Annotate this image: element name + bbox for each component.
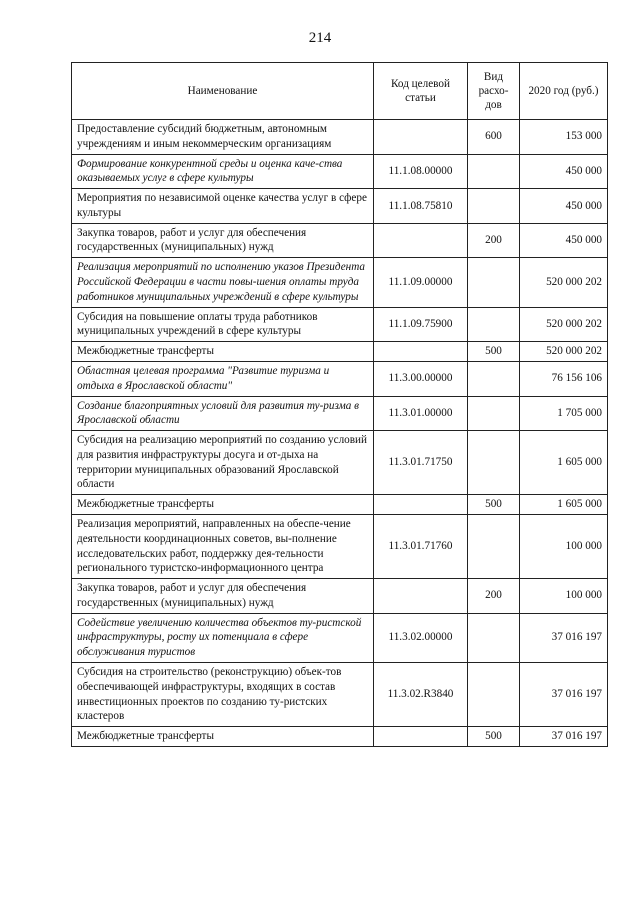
row-type-cell (468, 361, 520, 396)
header-type: Вид расхо-дов (468, 63, 520, 120)
row-code-cell: 11.3.02.R3840 (374, 663, 468, 727)
table-row (72, 613, 608, 662)
table-row (72, 579, 608, 614)
row-amount-cell: 450 000 (520, 154, 608, 189)
row-code-cell (374, 223, 468, 258)
row-type-cell: 500 (468, 495, 520, 515)
row-name-cell: Формирование конкурентной среды и оценка каче-ства оказываемых услуг в сфере культуры (72, 154, 374, 189)
row-type-cell (468, 663, 520, 727)
row-type-cell (468, 396, 520, 431)
table-body (72, 120, 608, 747)
row-type-cell (468, 189, 520, 224)
row-name-cell: Предоставление субсидий бюджетным, автономным учреждениям и иным некоммерческим организациям (72, 120, 374, 155)
row-type-cell (468, 514, 520, 578)
row-name-cell: Межбюджетные трансферты (72, 495, 374, 515)
row-amount-cell: 76 156 106 (520, 361, 608, 396)
row-name-cell: Субсидия на реализацию мероприятий по созданию условий для развития инфраструктуры досуга и от-дыха на территории муниципальных образований Ярославской области (72, 431, 374, 495)
row-type-cell (468, 431, 520, 495)
table-row (72, 307, 608, 342)
table-header-row (72, 63, 608, 120)
row-amount-cell: 520 000 202 (520, 342, 608, 362)
row-type-cell: 200 (468, 223, 520, 258)
page-number: 214 (308, 30, 332, 46)
row-code-cell (374, 727, 468, 747)
row-code-cell: 11.3.02.00000 (374, 613, 468, 662)
row-type-cell: 500 (468, 727, 520, 747)
table-row (72, 189, 608, 224)
table-row (72, 396, 608, 431)
row-name-cell: Областная целевая программа "Развитие туризма и отдыха в Ярославской области" (72, 361, 374, 396)
row-name-cell: Создание благоприятных условий для развития ту-ризма в Ярославской области (72, 396, 374, 431)
row-amount-cell: 450 000 (520, 189, 608, 224)
row-amount-cell: 100 000 (520, 579, 608, 614)
row-type-cell: 500 (468, 342, 520, 362)
table-row (72, 514, 608, 578)
row-code-cell (374, 342, 468, 362)
row-code-cell: 11.1.09.00000 (374, 258, 468, 307)
row-name-cell: Реализация мероприятий, направленных на обеспе-чение деятельности координационных советов, вы-полнение исследовательских работ, поддержку дея-тельности регионального туристско-информационного центра (72, 514, 374, 578)
row-amount-cell: 520 000 202 (520, 307, 608, 342)
header-code: Код целевой статьи (374, 63, 468, 120)
table-row (72, 154, 608, 189)
budget-table (71, 62, 608, 747)
row-amount-cell: 100 000 (520, 514, 608, 578)
row-type-cell (468, 613, 520, 662)
row-code-cell: 11.3.01.71750 (374, 431, 468, 495)
row-code-cell: 11.1.08.75810 (374, 189, 468, 224)
row-name-cell: Реализация мероприятий по исполнению указов Президента Российской Федерации в части повы-шения оплаты труда работников муниципальных учреждений в сфере культуры (72, 258, 374, 307)
row-name-cell: Мероприятия по независимой оценке качества услуг в сфере культуры (72, 189, 374, 224)
row-amount-cell: 450 000 (520, 223, 608, 258)
row-amount-cell: 37 016 197 (520, 613, 608, 662)
row-name-cell: Содействие увеличению количества объектов ту-ристской инфраструктуры, росту их потенциала в сфере обслуживания туристов (72, 613, 374, 662)
table-row (72, 663, 608, 727)
row-name-cell: Закупка товаров, работ и услуг для обеспечения государственных (муниципальных) нужд (72, 223, 374, 258)
row-type-cell (468, 154, 520, 189)
row-amount-cell: 1 605 000 (520, 431, 608, 495)
row-amount-cell: 520 000 202 (520, 258, 608, 307)
row-amount-cell: 153 000 (520, 120, 608, 155)
table-row (72, 120, 608, 155)
header-name: Наименование (72, 63, 374, 120)
row-type-cell (468, 307, 520, 342)
table-row (72, 223, 608, 258)
table-row (72, 431, 608, 495)
row-amount-cell: 37 016 197 (520, 727, 608, 747)
row-code-cell: 11.1.08.00000 (374, 154, 468, 189)
row-name-cell: Межбюджетные трансферты (72, 342, 374, 362)
table-row (72, 495, 608, 515)
row-amount-cell: 37 016 197 (520, 663, 608, 727)
row-code-cell (374, 579, 468, 614)
row-name-cell: Субсидия на строительство (реконструкцию) объек-тов обеспечивающей инфраструктуры, входящих в состав инвестиционных проектов по созданию ту-ристских кластеров (72, 663, 374, 727)
row-code-cell: 11.3.01.00000 (374, 396, 468, 431)
row-code-cell (374, 120, 468, 155)
row-name-cell: Субсидия на повышение оплаты труда работников муниципальных учреждений в сфере культуры (72, 307, 374, 342)
row-type-cell (468, 258, 520, 307)
row-name-cell: Закупка товаров, работ и услуг для обеспечения государственных (муниципальных) нужд (72, 579, 374, 614)
row-amount-cell: 1 705 000 (520, 396, 608, 431)
row-code-cell: 11.3.00.00000 (374, 361, 468, 396)
row-code-cell: 11.1.09.75900 (374, 307, 468, 342)
header-amount: 2020 год (руб.) (520, 63, 608, 120)
table-row (72, 727, 608, 747)
row-type-cell: 600 (468, 120, 520, 155)
table-row (72, 361, 608, 396)
row-code-cell (374, 495, 468, 515)
row-name-cell: Межбюджетные трансферты (72, 727, 374, 747)
row-type-cell: 200 (468, 579, 520, 614)
table-row (72, 342, 608, 362)
row-code-cell: 11.3.01.71760 (374, 514, 468, 578)
row-amount-cell: 1 605 000 (520, 495, 608, 515)
table-row (72, 258, 608, 307)
